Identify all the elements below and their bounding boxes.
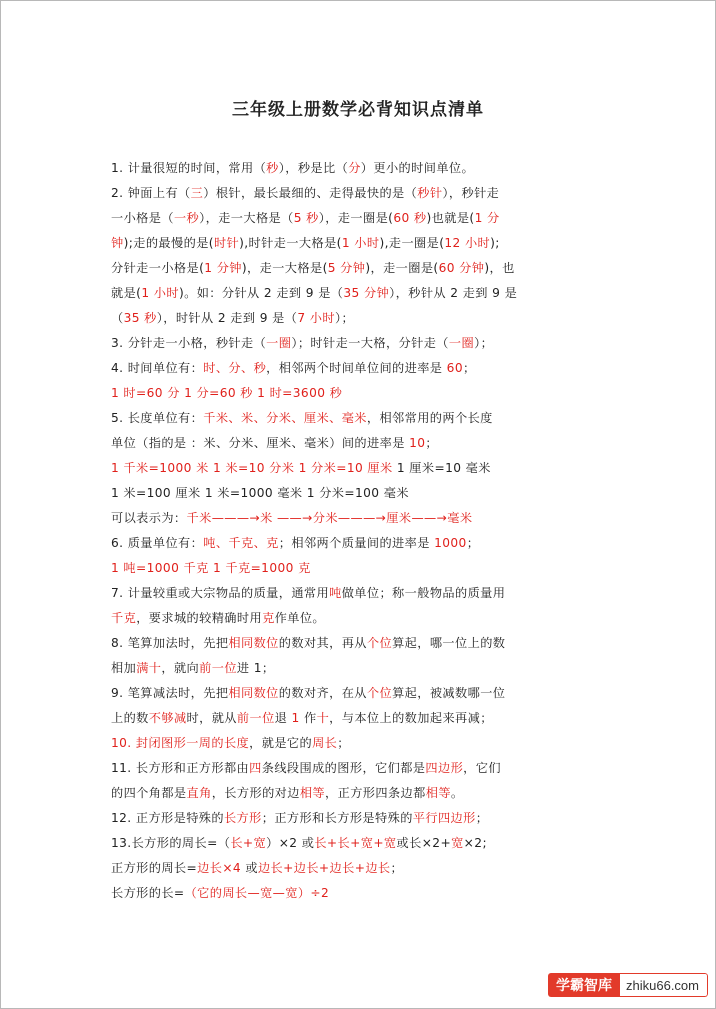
body-text: ，就向	[161, 661, 200, 675]
highlight-text: 吨、千克、克	[203, 536, 279, 550]
text-line	[111, 531, 607, 556]
body-text: 或	[241, 861, 258, 875]
body-text: 做单位；称一般物品的质量用	[341, 586, 506, 600]
highlight-text: 一圈	[266, 336, 292, 350]
body-text: ，长方形的对边	[211, 786, 300, 800]
text-line	[111, 156, 607, 181]
body-text: ；	[475, 811, 489, 825]
highlight-text: （它的周长—宽—宽）÷2	[184, 886, 330, 900]
text-line	[111, 456, 607, 481]
body-text: ），秒针从 2 走到 9 是	[389, 286, 518, 300]
text-line	[111, 731, 607, 756]
highlight-text: 10. 封闭图形一周的长度	[111, 736, 250, 750]
text-line	[111, 656, 607, 681]
text-line	[111, 706, 607, 731]
highlight-text: 60 秒	[393, 211, 427, 225]
body-text: ，就是它的	[249, 736, 313, 750]
body-text: ；	[462, 361, 476, 375]
text-line	[111, 406, 607, 431]
highlight-text: 1 分钟	[204, 261, 242, 275]
text-line	[111, 781, 607, 806]
highlight-text: 长+长+宽+宽	[314, 836, 397, 850]
body-text: ；	[466, 536, 480, 550]
text-line	[111, 631, 607, 656]
body-text: 算起，被减数哪一位	[392, 686, 506, 700]
body-text: 1 厘米=10 毫米	[392, 461, 491, 475]
body-text: ；相邻两个质量间的进率是	[278, 536, 435, 550]
highlight-text: 35 秒	[123, 311, 157, 325]
text-line	[111, 856, 607, 881]
text-line	[111, 831, 607, 856]
highlight-text: 平行四边形	[412, 811, 476, 825]
highlight-text: 钟	[111, 236, 124, 250]
body-text: 9. 笔算减法时，先把	[111, 686, 229, 700]
body-text: ，正方形四条边都	[325, 786, 426, 800]
knowledge-list	[111, 156, 607, 906]
highlight-text: 相同数位	[228, 636, 279, 650]
body-text: ),时针走一大格是(	[239, 236, 342, 250]
highlight-text: 个位	[366, 636, 393, 650]
body-text: ×2;	[463, 836, 487, 850]
body-text: 时，就从	[186, 711, 237, 725]
body-text: ，相邻两个时间单位间的进率是	[266, 361, 447, 375]
body-text: ），走一大格是（	[199, 211, 294, 225]
text-line	[111, 356, 607, 381]
body-text: 长方形的长=	[111, 886, 185, 900]
highlight-text: 5 分钟	[327, 261, 366, 275]
body-text: 可以表示为：	[111, 511, 187, 525]
body-text: ），走一圈是(	[318, 211, 394, 225]
highlight-text: 1 分	[474, 211, 500, 225]
body-text: 7. 计量较重或大宗物品的质量，通常用	[111, 586, 330, 600]
body-text: 退	[274, 711, 292, 725]
body-text: )。如：分针从 2 走到 9 是（	[178, 286, 344, 300]
highlight-text: 十	[316, 711, 330, 725]
body-text: );	[490, 236, 500, 250]
text-line	[111, 281, 607, 306]
body-text: 4. 时间单位有：	[111, 361, 204, 375]
body-text: 3. 分针走一小格，秒针走（	[111, 336, 267, 350]
highlight-text: 35 分钟	[343, 286, 390, 300]
highlight-text: 宽	[451, 836, 464, 850]
highlight-text: 1 小时	[341, 236, 380, 250]
body-text: )也就是(	[426, 211, 475, 225]
text-line	[111, 181, 607, 206]
watermark-domain: zhiku66.com	[620, 973, 708, 997]
body-text: 相加	[111, 661, 137, 675]
highlight-text: 相同数位	[228, 686, 279, 700]
highlight-text: 时、分、秒	[203, 361, 267, 375]
body-text: 的四个角都是	[111, 786, 187, 800]
body-text: ）；	[474, 336, 494, 350]
body-text: );走的最慢的是(	[123, 236, 214, 250]
highlight-text: 7 小时	[297, 311, 335, 325]
body-text: 上的数	[111, 711, 149, 725]
highlight-text: 千米———→米 ——→分米———→厘米——→毫米	[186, 511, 473, 525]
body-text: 或长×2+	[396, 836, 452, 850]
body-text: ），秒针走	[442, 186, 500, 200]
body-text: 6. 质量单位有：	[111, 536, 204, 550]
body-text: 一小格是（	[111, 211, 174, 225]
body-text: 作单位。	[274, 611, 326, 625]
body-text: ，与本位上的数加起来再减；	[329, 711, 493, 725]
highlight-text: 分	[348, 161, 361, 175]
body-text: 11. 长方形和正方形都由	[111, 761, 250, 775]
highlight-text: 1	[291, 711, 300, 725]
body-text: 1 米=100 厘米 1 米=1000 毫米 1 分米=100 毫米	[111, 486, 409, 500]
body-text: ）×2 或	[266, 836, 315, 850]
body-text: ；	[425, 436, 438, 450]
highlight-text: 吨	[329, 586, 342, 600]
highlight-text: 10	[409, 436, 426, 450]
text-line	[111, 481, 607, 506]
body-text: 13.长方形的周长=（	[111, 836, 231, 850]
text-line	[111, 806, 607, 831]
body-text: 算起，哪一位上的数	[392, 636, 506, 650]
highlight-text: 前一位	[236, 711, 275, 725]
highlight-text: 时针	[213, 236, 240, 250]
highlight-text: 一圈	[448, 336, 475, 350]
body-text: ；	[337, 736, 350, 750]
text-line	[111, 206, 607, 231]
text-line	[111, 431, 607, 456]
body-text: )，走一大格是(	[241, 261, 328, 275]
highlight-text: 60	[446, 361, 463, 375]
body-text: 单位（指的是 ：米、分米、厘米、毫米）间的进率是	[111, 436, 410, 450]
highlight-text: 不够减	[148, 711, 187, 725]
body-text: )，走一圈是(	[365, 261, 439, 275]
body-text: ）根针，最长最细的、走得最快的是（	[203, 186, 418, 200]
highlight-text: 1 千米=1000 米 1 米=10 分米 1 分米=10 厘米	[111, 461, 393, 475]
highlight-text: 直角	[186, 786, 212, 800]
body-text: 正方形的周长=	[111, 861, 198, 875]
body-text: 12. 正方形是特殊的	[111, 811, 224, 825]
highlight-text: 相等	[425, 786, 451, 800]
text-line	[111, 256, 607, 281]
watermark-brand: 学霸智库	[548, 973, 620, 997]
text-line	[111, 756, 607, 781]
body-text: 条线段围成的图形，它们都是	[261, 761, 426, 775]
highlight-text: 满十	[136, 661, 162, 675]
body-text: ）更小的时间单位。	[360, 161, 475, 175]
body-text: 2. 钟面上有（	[111, 186, 191, 200]
highlight-text: 边长+边长+边长+边长	[257, 861, 391, 875]
highlight-text: 秒	[266, 161, 279, 175]
highlight-text: 千米、米、分米、厘米、毫米	[203, 411, 367, 425]
body-text: 。	[450, 786, 464, 800]
text-line	[111, 306, 607, 331]
body-text: （	[111, 311, 124, 325]
highlight-text: 克	[262, 611, 275, 625]
body-text: ，相邻常用的两个长度	[366, 411, 493, 425]
text-line	[111, 681, 607, 706]
highlight-text: 秒针	[417, 186, 443, 200]
text-line	[111, 581, 607, 606]
highlight-text: 四边形	[425, 761, 464, 775]
highlight-text: 长+宽	[230, 836, 267, 850]
body-text: 分针走一小格是(	[111, 261, 205, 275]
highlight-text: 三	[190, 186, 204, 200]
highlight-text: 边长×4	[197, 861, 242, 875]
body-text: 就是(	[111, 286, 142, 300]
highlight-text: 个位	[366, 686, 393, 700]
text-line	[111, 606, 607, 631]
highlight-text: 5 秒	[293, 211, 319, 225]
highlight-text: 1 吨=1000 千克 1 千克=1000 克	[111, 561, 311, 575]
body-text: ；	[390, 861, 404, 875]
highlight-text: 一秒	[173, 211, 200, 225]
highlight-text: 四	[249, 761, 262, 775]
body-text: ，它们	[463, 761, 501, 775]
body-text: 8. 笔算加法时，先把	[111, 636, 229, 650]
text-line	[111, 506, 607, 531]
body-text: ),走一圈是(	[379, 236, 445, 250]
page-title: 三年级上册数学必背知识点清单	[232, 100, 484, 120]
highlight-text: 长方形	[223, 811, 262, 825]
body-text: )，也	[484, 261, 515, 275]
highlight-text: 千克	[111, 611, 137, 625]
body-text: ）；	[334, 311, 355, 325]
text-line	[111, 381, 607, 406]
body-text: ，要求城的较精确时用	[136, 611, 263, 625]
body-text: 5. 长度单位有：	[111, 411, 204, 425]
text-line	[111, 231, 607, 256]
highlight-text: 前一位	[199, 661, 237, 675]
text-line	[111, 331, 607, 356]
highlight-text: 1 时=60 分 1 分=60 秒 1 时=3600 秒	[111, 386, 343, 400]
body-text: 1. 计量很短的时间，常用（	[111, 161, 267, 175]
body-text: ；正方形和长方形是特殊的	[261, 811, 413, 825]
watermark-logo	[548, 973, 708, 997]
body-text: 作	[299, 711, 317, 725]
body-text: ）；时针走一大格，分针走（	[291, 336, 449, 350]
body-text: 的数对其，再从	[278, 636, 367, 650]
highlight-text: 周长	[312, 736, 338, 750]
body-text: 进 1；	[236, 661, 275, 675]
highlight-text: 相等	[299, 786, 326, 800]
highlight-text: 60 分钟	[438, 261, 485, 275]
text-line	[111, 881, 607, 906]
body-text: 的数对齐，在从	[278, 686, 367, 700]
body-text: ），时针从 2 走到 9 是（	[156, 311, 298, 325]
highlight-text: 1 小时	[141, 286, 179, 300]
highlight-text: 1000	[434, 536, 467, 550]
text-line	[111, 556, 607, 581]
body-text: ），秒是比（	[278, 161, 349, 175]
highlight-text: 12 小时	[444, 236, 491, 250]
